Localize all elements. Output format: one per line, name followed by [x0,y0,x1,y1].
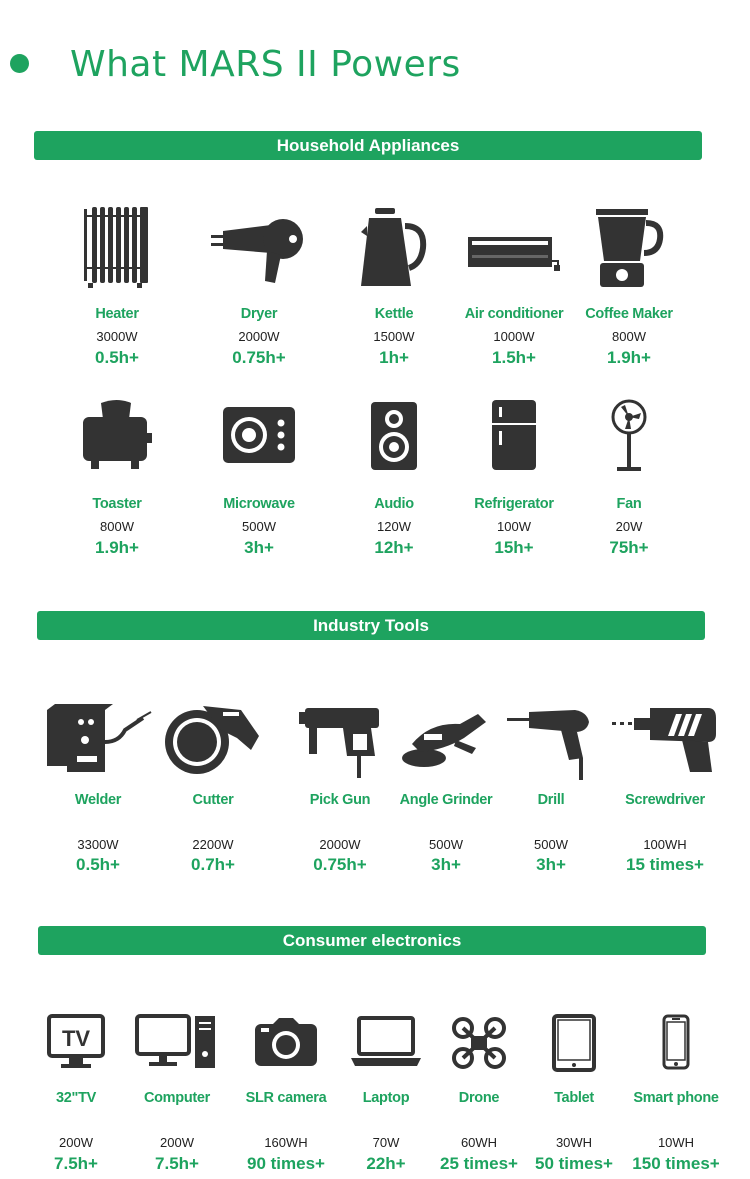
item-runtime: 90 times+ [247,1154,325,1173]
item-runtime: 15h+ [494,538,534,557]
item-runtime: 15 times+ [626,855,704,874]
item-name: 32"TV [55,1090,97,1106]
item-power: 100WH [643,837,687,852]
drill-icon [489,706,613,780]
item-name: Kettle [374,306,414,322]
item-runtime: 12h+ [374,538,414,557]
item-name: Air conditioner [464,306,564,322]
item-power: 1000W [493,329,535,344]
heater-icon [55,205,179,289]
item-power: 160WH [264,1135,308,1150]
microwave-icon [197,405,321,465]
item-power: 800W [612,329,646,344]
kettle-icon [332,208,456,286]
item-name: Audio [374,496,414,512]
item-runtime: 0.5h+ [76,855,120,874]
item-name: Screwdriver [625,792,705,808]
section-heading-consumer: Consumer electronics [38,926,706,955]
smartphone-icon [614,1014,738,1070]
item-power: 200W [160,1135,194,1150]
item-runtime: 1.9h+ [607,348,651,367]
item-name: Coffee Maker [585,306,673,322]
toaster-icon [55,399,179,471]
item-name: Pick Gun [309,792,371,808]
item-power: 1500W [373,329,415,344]
section-heading-household: Household Appliances [34,131,702,160]
item-power: 10WH [657,1135,695,1150]
item-name: Smart phone [633,1090,719,1106]
item-name: Drill [537,792,565,808]
item-name: Angle Grinder [399,792,493,808]
item-runtime: 3h+ [431,855,461,874]
item-name: Welder [74,792,122,808]
item-runtime: 3h+ [536,855,566,874]
item-power: 60WH [460,1135,498,1150]
item-power: 500W [534,837,568,852]
screwdriver-icon [603,704,727,774]
item-name: Refrigerator [474,496,554,512]
blender-icon [567,209,691,289]
item-runtime: 0.7h+ [191,855,235,874]
item-runtime: 1.9h+ [95,538,139,557]
item-name: Computer [143,1090,211,1106]
hair-dryer-icon [197,217,321,283]
item-runtime: 22h+ [366,1154,406,1173]
fan-icon [567,399,691,473]
item-runtime: 150 times+ [632,1154,720,1173]
item-power: 20W [615,519,643,534]
item-runtime: 0.75h+ [313,855,367,874]
item-runtime: 1h+ [379,348,409,367]
item-power: 120W [377,519,411,534]
item-power: 2000W [319,837,361,852]
item-runtime: 50 times+ [535,1154,613,1173]
air-conditioner-icon [452,235,576,273]
item-power: 2200W [192,837,234,852]
item-runtime: 7.5h+ [54,1154,98,1173]
refrigerator-icon [452,399,576,473]
item-power: 100W [497,519,531,534]
item-runtime: 7.5h+ [155,1154,199,1173]
item-power: 30WH [555,1135,593,1150]
item-power: 200W [59,1135,93,1150]
item-name: Dryer [240,306,278,322]
title-bullet-icon [10,54,29,73]
item-runtime: 3h+ [244,538,274,557]
item-name: Drone [458,1090,500,1106]
item-name: Heater [95,306,139,322]
item-name: Microwave [223,496,295,512]
item-power: 70W [372,1135,400,1150]
item-name: Fan [616,496,642,512]
tv-icon-label: TV [61,1026,91,1051]
page-title: What MARS II Powers [70,44,461,85]
item-name: Laptop [362,1090,410,1106]
speaker-icon [332,401,456,471]
item-runtime: 0.75h+ [232,348,286,367]
item-name: SLR camera [245,1090,327,1106]
item-name: Cutter [192,792,234,808]
item-power: 2000W [238,329,280,344]
item-power: 500W [242,519,276,534]
item-power: 3300W [77,837,119,852]
computer-icon [115,1014,239,1070]
item-power: 3000W [96,329,138,344]
item-runtime: 0.5h+ [95,348,139,367]
item-runtime: 1.5h+ [492,348,536,367]
cutter-icon [151,702,275,778]
section-heading-industry: Industry Tools [37,611,705,640]
item-name: Toaster [92,496,142,512]
item-runtime: 75h+ [609,538,649,557]
item-power: 800W [100,519,134,534]
welder-icon [36,702,160,774]
item-runtime: 25 times+ [440,1154,518,1173]
item-power: 500W [429,837,463,852]
item-name: Tablet [554,1090,594,1106]
